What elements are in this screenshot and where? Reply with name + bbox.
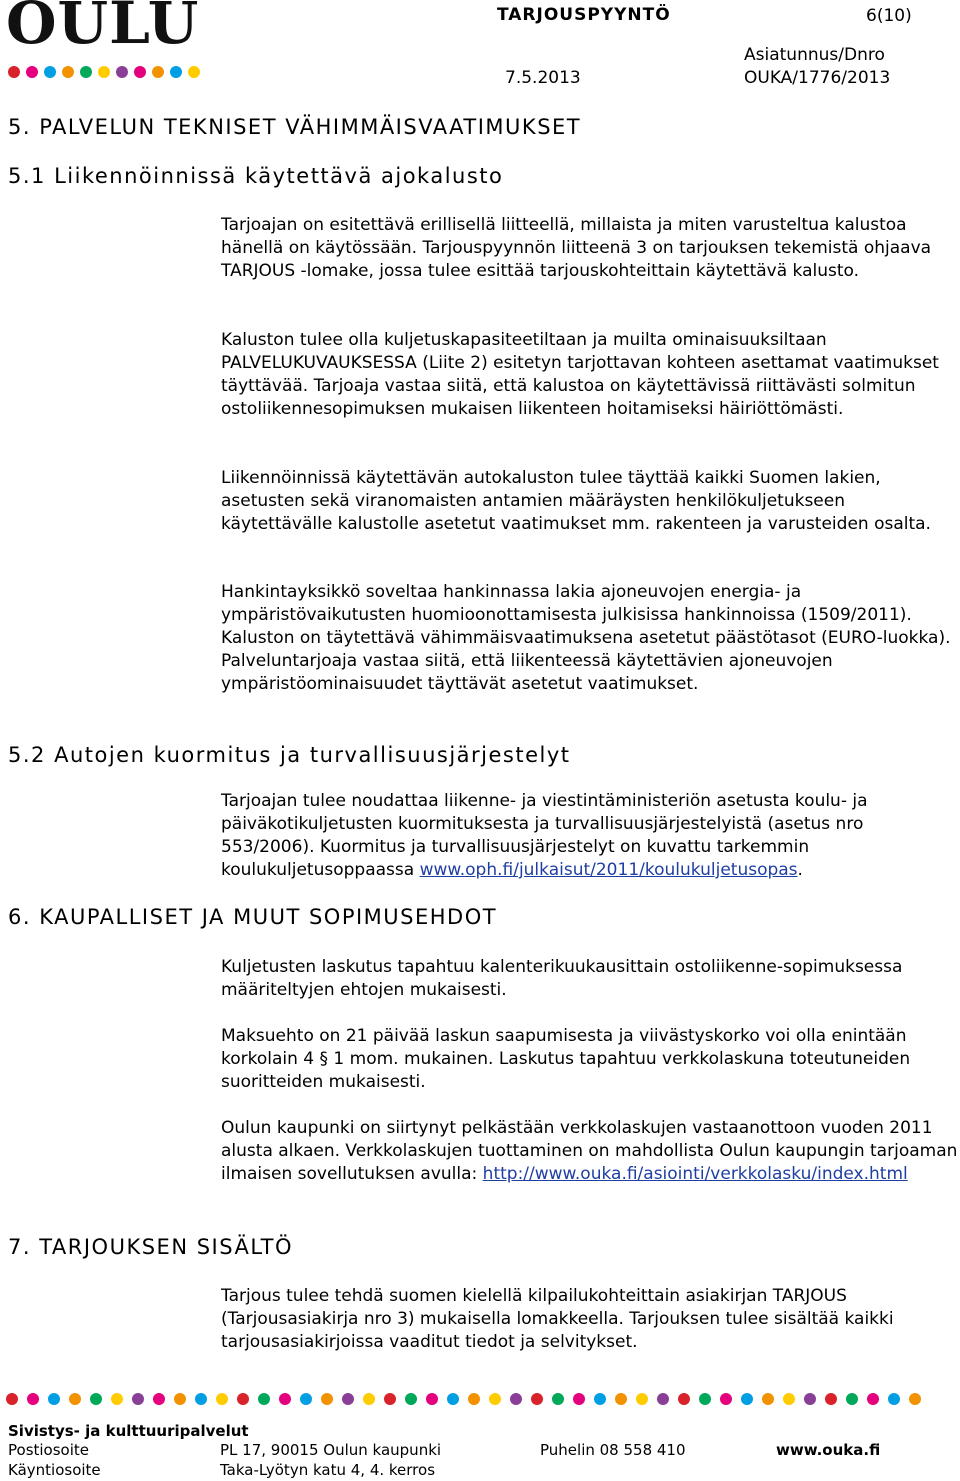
color-dot [188, 66, 200, 78]
footer-website: www.ouka.fi [776, 1441, 881, 1459]
color-dot [258, 1393, 270, 1405]
color-dot [90, 1393, 102, 1405]
color-dot [321, 1393, 333, 1405]
paragraph-3 [221, 467, 960, 536]
page-number: 6(10) [866, 6, 912, 26]
color-dot [468, 1393, 480, 1405]
color-dot [825, 1393, 837, 1405]
color-dot [98, 66, 110, 78]
paragraph-7-text: Maksuehto on 21 päivää laskun saapumisesta ja viivästyskorko voi olla enintään korkolain 4 § 1 mom. mukainen. Laskutus tapahtuu verkkolaskuna toteutuneiden suoritteiden mukaisesti. [221, 1026, 911, 1092]
color-dot [426, 1393, 438, 1405]
koulukuljetusopas-link[interactable]: www.oph.fi/julkaisut/2011/koulukuljetusopas [419, 860, 798, 880]
footer-organization: Sivistys- ja kulttuuripalvelut [8, 1422, 249, 1440]
color-dot [657, 1393, 669, 1405]
color-dot [237, 1393, 249, 1405]
header-color-dots [8, 66, 200, 78]
color-dot [573, 1393, 585, 1405]
paragraph-5-text: Tarjoajan tulee noudattaa liikenne- ja viestintäministeriön asetusta koulu- ja päiväkotikuljetusten kuormituksesta ja turvallisuusjärjestelyistä (asetus nro 553/2006). Kuormitus ja turvallisuusjärjestelyt on kuvattu tarkemmin koulukuljetusoppaassa [221, 791, 868, 880]
color-dot [489, 1393, 501, 1405]
paragraph-2-text: Kaluston tulee olla kuljetuskapasiteetiltaan ja muilta ominaisuuksiltaan PALVELUKUVAUKSESSA (Liite 2) esitetyn tarjottavan kohteen asettamat vaatimukset täyttävää. Tarjoaja vastaa siitä, että kalustoa on käytettävissä riittävästi solmitun ostoliikennesopimuksen mukaisen liikenteen hoitamiseksi häiriöttömästi. [221, 330, 939, 419]
document-date: 7.5.2013 [505, 68, 581, 88]
reference-number: OUKA/1776/2013 [744, 68, 891, 88]
paragraph-8 [221, 1117, 960, 1186]
color-dot [195, 1393, 207, 1405]
color-dot [594, 1393, 606, 1405]
section-6-heading: 6. KAUPALLISET JA MUUT SOPIMUSEHDOT [8, 905, 498, 929]
paragraph-3-text: Liikennöinnissä käytettävän autokaluston tulee täyttää kaikki Suomen lakien, asetusten sekä viranomaisten antamien määräysten henkilökuljetukseen käytettävälle kalustolle asetetut vaatimukset mm. rakenteen ja varusteiden osalta. [221, 468, 931, 534]
color-dot [510, 1393, 522, 1405]
color-dot [636, 1393, 648, 1405]
color-dot [762, 1393, 774, 1405]
paragraph-4 [221, 581, 960, 696]
color-dot [69, 1393, 81, 1405]
paragraph-6 [221, 956, 960, 1002]
reference-label: Asiatunnus/Dnro [744, 45, 885, 65]
color-dot [531, 1393, 543, 1405]
color-dot [804, 1393, 816, 1405]
color-dot [552, 1393, 564, 1405]
color-dot [888, 1393, 900, 1405]
paragraph-1 [221, 214, 960, 283]
color-dot [909, 1393, 921, 1405]
paragraph-9 [221, 1285, 960, 1354]
verkkolasku-link[interactable]: http://www.ouka.fi/asiointi/verkkolasku/index.html [482, 1164, 908, 1184]
color-dot [699, 1393, 711, 1405]
section-7-heading: 7. TARJOUKSEN SISÄLTÖ [8, 1235, 293, 1259]
paragraph-1-text: Tarjoajan on esitettävä erillisellä liitteellä, millaista ja miten varusteltua kalustoa hänellä on käytössään. Tarjouspyynnön liitteenä 3 on tarjouksen tekemistä ohjaava TARJOUS -lomake, jossa tulee esittää tarjouskohteittain käytettävä kalusto. [221, 215, 932, 281]
document-title: TARJOUSPYYNTÖ [497, 5, 671, 25]
section-5-1-heading: 5.1 Liikennöinnissä käytettävä ajokalusto [8, 164, 504, 188]
color-dot [867, 1393, 879, 1405]
color-dot [48, 1393, 60, 1405]
paragraph-2 [221, 329, 960, 421]
color-dot [134, 66, 146, 78]
color-dot [279, 1393, 291, 1405]
color-dot [8, 66, 20, 78]
paragraph-7 [221, 1025, 960, 1094]
color-dot [174, 1393, 186, 1405]
color-dot [363, 1393, 375, 1405]
color-dot [26, 66, 38, 78]
color-dot [170, 66, 182, 78]
color-dot [132, 1393, 144, 1405]
color-dot [741, 1393, 753, 1405]
color-dot [846, 1393, 858, 1405]
color-dot [44, 66, 56, 78]
color-dot [342, 1393, 354, 1405]
paragraph-6-text: Kuljetusten laskutus tapahtuu kalenterikuukausittain ostoliikenne-sopimuksessa määriteltyjen ehtojen mukaisesti. [221, 957, 903, 1000]
oulu-logo: OULU [6, 0, 200, 57]
section-5-heading: 5. PALVELUN TEKNISET VÄHIMMÄISVAATIMUKSET [8, 115, 582, 139]
color-dot [216, 1393, 228, 1405]
footer-color-dots [6, 1393, 921, 1405]
color-dot [783, 1393, 795, 1405]
color-dot [720, 1393, 732, 1405]
color-dot [405, 1393, 417, 1405]
footer-visit-label: Käyntiosoite [8, 1461, 101, 1479]
footer-visit-address: Taka-Lyötyn katu 4, 4. kerros [220, 1461, 436, 1479]
footer-postal-address: PL 17, 90015 Oulun kaupunki [220, 1441, 442, 1459]
color-dot [152, 66, 164, 78]
paragraph-9-text: Tarjous tulee tehdä suomen kielellä kilpailukohteittain asiakirjan TARJOUS (Tarjousasiakirja nro 3) mukaisella lomakkeella. Tarjouksen tulee sisältää kaikki tarjousasiakirjoissa vaaditut tiedot ja selvitykset. [221, 1286, 894, 1352]
color-dot [80, 66, 92, 78]
color-dot [6, 1393, 18, 1405]
color-dot [27, 1393, 39, 1405]
color-dot [62, 66, 74, 78]
color-dot [153, 1393, 165, 1405]
paragraph-4-text: Hankintayksikkö soveltaa hankinnassa lakia ajoneuvojen energia- ja ympäristövaikutusten huomioonottamisesta julkisissa hankinnoissa (1509/2011). Kaluston on täytettävä vähimmäisvaatimuksena asetetut päästötasot (EURO-luokka). Palveluntarjoaja vastaa siitä, että liikenteessä käytettävien ajoneuvojen ympäristöominaisuudet täyttävät asetetut vaatimukset. [221, 582, 951, 694]
color-dot [116, 66, 128, 78]
footer-postal-label: Postiosoite [8, 1441, 89, 1459]
paragraph-5-end: . [797, 860, 803, 880]
color-dot [300, 1393, 312, 1405]
section-5-2-heading: 5.2 Autojen kuormitus ja turvallisuusjärjestelyt [8, 743, 571, 767]
footer-phone: Puhelin 08 558 410 [540, 1441, 686, 1459]
paragraph-5 [221, 790, 960, 882]
color-dot [111, 1393, 123, 1405]
color-dot [384, 1393, 396, 1405]
color-dot [678, 1393, 690, 1405]
color-dot [615, 1393, 627, 1405]
paragraph-8-text: Oulun kaupunki on siirtynyt pelkästään verkkolaskujen vastaanottoon vuoden 2011 alusta alkaen. Verkkolaskujen tuottaminen on mahdollista Oulun kaupungin tarjoaman ilmaisen sovellutuksen avulla: [221, 1118, 958, 1184]
color-dot [447, 1393, 459, 1405]
